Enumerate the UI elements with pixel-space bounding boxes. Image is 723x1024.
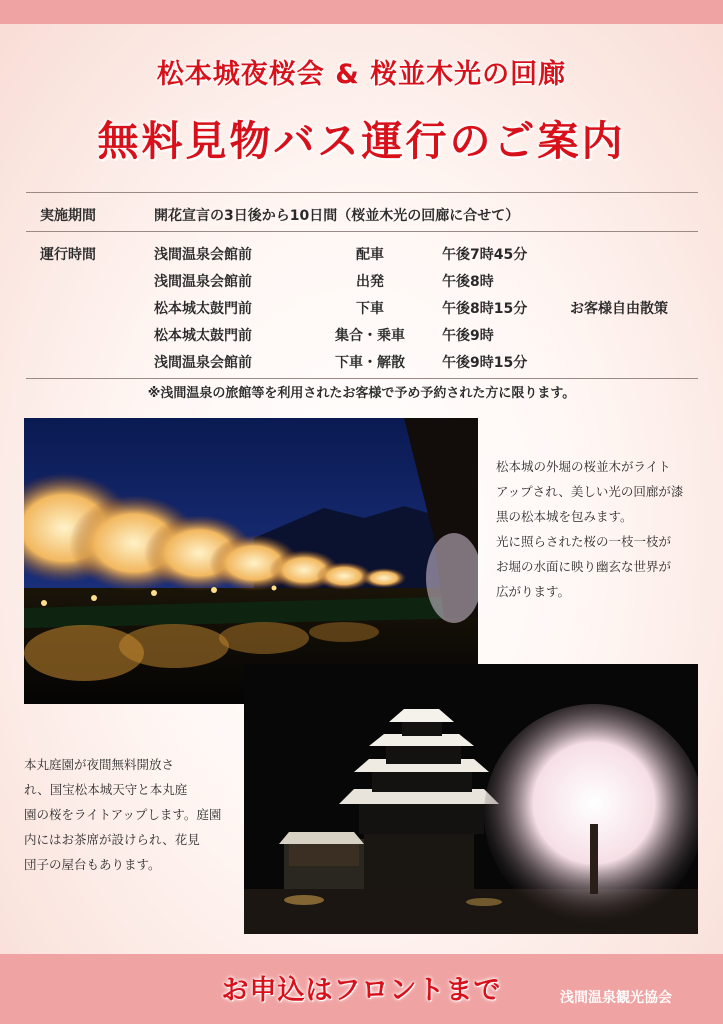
caption-line: 松本城の外堀の桜並木がライト [496,459,671,474]
tourism-association: 浅間温泉観光協会 [560,990,672,1006]
caption-line: 光に照らされた桜の一枝一枝が [496,534,672,549]
schedule-action: 配車 [356,247,384,263]
caption-line: 団子の屋台もあります。 [24,857,161,872]
schedule-time: 午後8時 [442,274,494,290]
castle-photo [244,664,698,934]
caption-line: 黒の松本城を包みます。 [496,509,633,524]
caption-line: 内にはお茶席が設けられ、花見 [24,832,200,847]
schedule-place: 浅間温泉会館前 [154,247,252,263]
schedule-row [0,244,723,266]
schedule-time: 午後9時 [442,328,494,344]
divider [26,192,698,193]
moat-description [496,454,683,604]
period-text: 開花宣言の3日後から10日間（桜並木光の回廊に合せて） [154,208,520,224]
moat-cherry-blossom-photo [24,418,478,704]
caption-line: 園の桜をライトアップします。庭園 [24,807,222,822]
caption-line: 本丸庭園が夜間無料開放さ [24,757,175,772]
top-band [0,0,723,24]
apply-at-front-desk: お申込はフロントまで [221,975,502,1006]
garden-description [24,752,221,877]
event-title: 松本城夜桜会 & 桜並木光の回廊 [156,59,567,90]
schedule-time: 午後8時15分 [442,301,528,317]
caption-line: お堀の水面に映り幽玄な世界が [496,559,672,574]
reservation-note: ※浅間温泉の旅館等を利用されたお客様で予め予約された方に限ります。 [147,386,576,401]
schedule-label: 運行時間 [40,247,96,263]
divider [26,378,698,379]
schedule-place: 松本城太鼓門前 [154,301,252,317]
schedule-action: 下車・解散 [335,355,405,371]
schedule-row [0,298,723,320]
caption-line: アップされ、美しい光の回廊が漆 [496,484,684,499]
divider [26,231,698,232]
schedule-place: 浅間温泉会館前 [154,274,252,290]
schedule-note: お客様自由散策 [570,301,668,317]
period-label: 実施期間 [40,208,96,224]
schedule-time: 午後7時45分 [442,247,528,263]
caption-line: れ、国宝松本城天守と本丸庭 [24,782,188,797]
schedule-action: 出発 [356,274,384,290]
schedule-row [0,325,723,347]
schedule-time: 午後9時15分 [442,355,528,371]
schedule-action: 下車 [356,301,384,317]
bus-service-title: 無料見物バス運行のご案内 [97,117,626,165]
caption-line: 広がります。 [496,584,571,599]
schedule-row [0,271,723,293]
schedule-action: 集合・乗車 [335,328,405,344]
schedule-place: 浅間温泉会館前 [154,355,252,371]
schedule-row [0,352,723,374]
schedule-place: 松本城太鼓門前 [154,328,252,344]
